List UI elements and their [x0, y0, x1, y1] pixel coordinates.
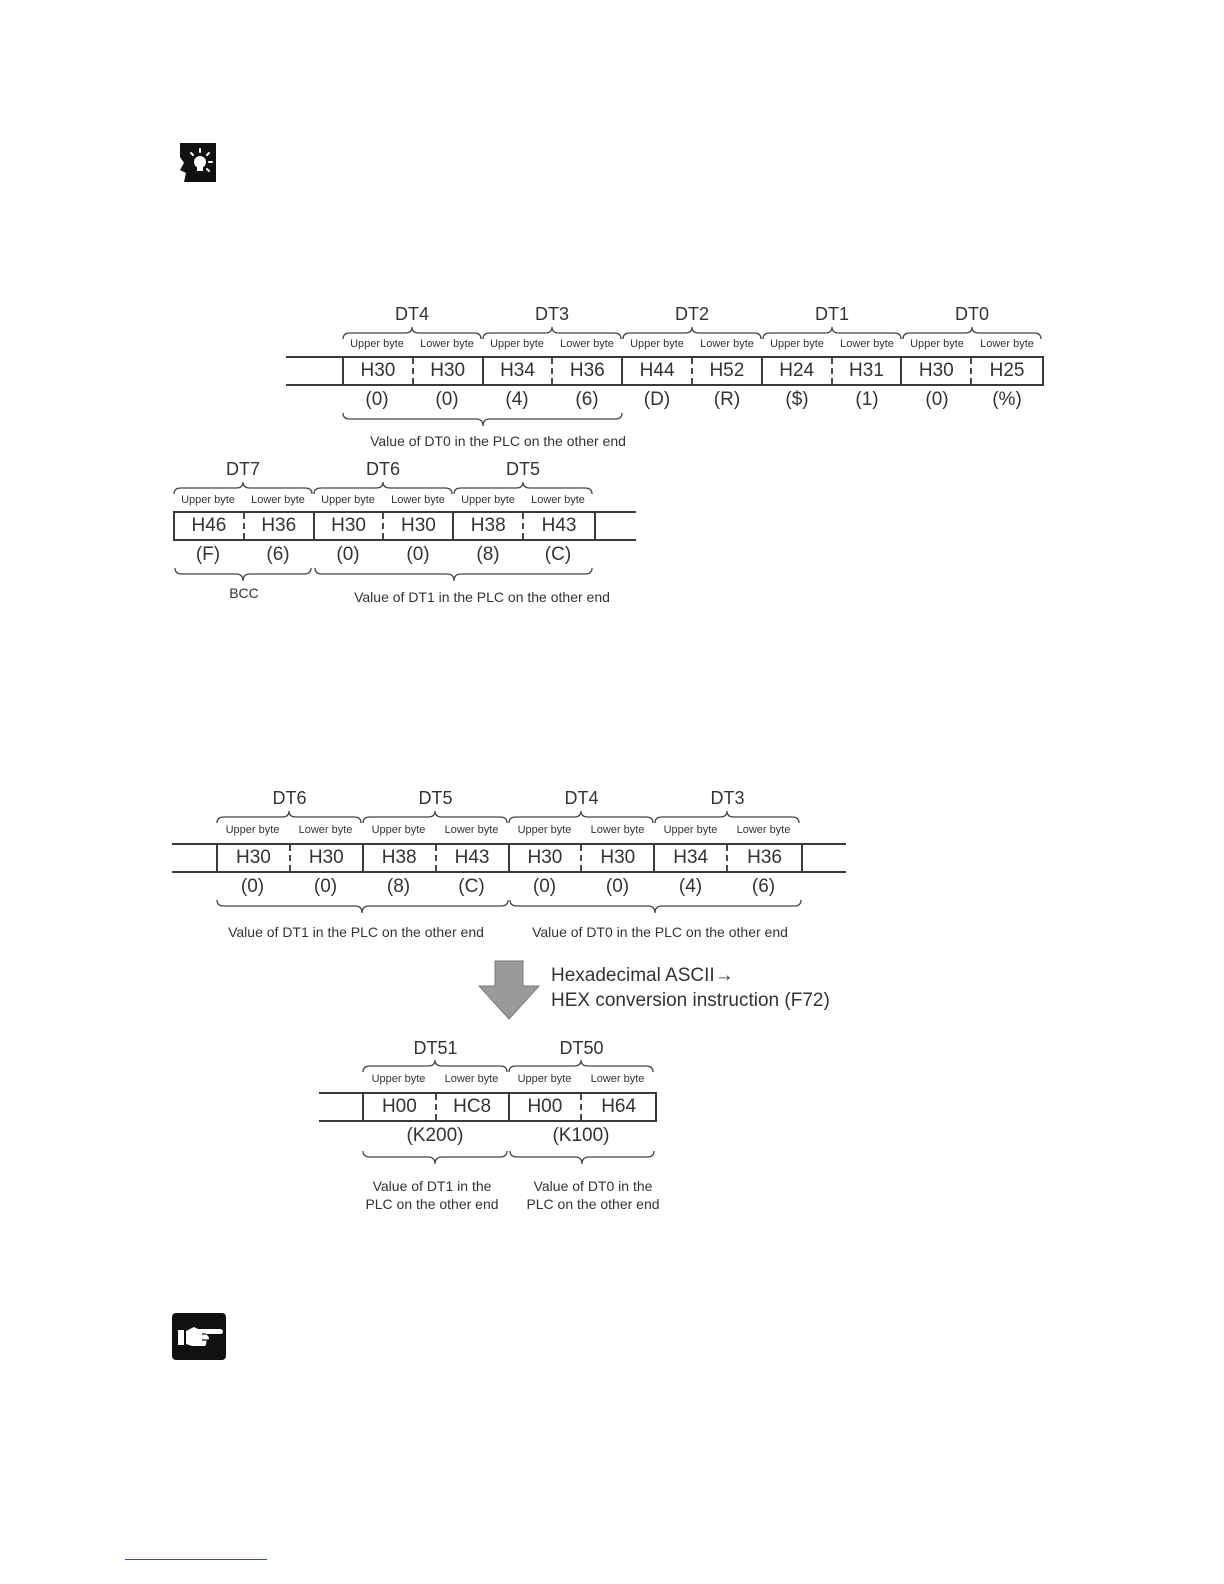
value-note-dt1: Value of DT1 in the PLC on the other end [228, 924, 484, 940]
lower-byte-label: Lower byte [590, 824, 645, 836]
ascii-char: (C) [458, 876, 485, 897]
byte-cell: H46 [175, 513, 245, 539]
lower-byte-label: Lower byte [298, 824, 353, 836]
dt-label: DT4 [394, 304, 429, 324]
conversion-line-2: HEX conversion instruction (F72) [551, 990, 830, 1011]
register-line [172, 871, 218, 873]
byte-cell: H30 [902, 358, 972, 384]
conversion-line-1: Hexadecimal ASCII→ [551, 965, 734, 986]
lower-byte-label: Lower byte [590, 1073, 645, 1085]
upper-byte-label: Upper byte [663, 824, 718, 836]
lower-byte-label: Lower byte [560, 338, 614, 350]
value-note-dt0-line-2: PLC on the other end [526, 1196, 660, 1212]
value-note: Value of DT0 in the PLC on the other end [370, 433, 626, 449]
dt-label: DT4 [564, 788, 599, 808]
down-arrow-icon [478, 960, 540, 1020]
ascii-char: (6) [751, 876, 776, 897]
upper-byte-label: Upper byte [630, 338, 684, 350]
ascii-char: (0) [365, 389, 389, 410]
byte-cell: H30 [384, 513, 454, 539]
lower-byte-label: Lower byte [736, 824, 791, 836]
upper-byte-label: Upper byte [517, 824, 572, 836]
byte-cell: H30 [414, 358, 484, 384]
register-line [172, 843, 218, 845]
register-line [286, 384, 344, 386]
lower-byte-label: Lower byte [444, 824, 499, 836]
register-row [173, 511, 596, 541]
value-brace [342, 412, 624, 428]
register-line [594, 539, 636, 541]
dt-label: DT1 [814, 304, 849, 324]
value-brace [362, 1150, 657, 1166]
decimal-value: (K200) [406, 1125, 464, 1146]
lower-byte-label: Lower byte [251, 494, 305, 506]
value-note-dt1-line-1: Value of DT1 in the [372, 1178, 492, 1194]
lower-byte-label: Lower byte [840, 338, 894, 350]
byte-cell: H00 [364, 1094, 437, 1120]
byte-cell: H38 [364, 845, 437, 871]
footnote-rule [125, 1559, 267, 1560]
upper-byte-label: Upper byte [910, 338, 964, 350]
value-note-dt0: Value of DT0 in the PLC on the other end [532, 924, 788, 940]
upper-byte-label: Upper byte [225, 824, 280, 836]
upper-byte-label: Upper byte [350, 338, 404, 350]
byte-cell: H30 [510, 845, 583, 871]
ascii-char: (R) [713, 389, 741, 410]
dt-label: DT5 [418, 788, 453, 808]
register-row [342, 356, 1044, 386]
dt-label: DT50 [559, 1038, 604, 1058]
value-brace [216, 899, 803, 915]
byte-cell: H43 [541, 515, 577, 536]
word-brace [216, 810, 803, 824]
dt-label: DT6 [272, 788, 307, 808]
byte-cell: H36 [747, 847, 782, 868]
byte-cell: H24 [763, 358, 833, 384]
register-row [216, 843, 803, 873]
byte-cell: H36 [553, 358, 623, 384]
ascii-char: (0) [605, 876, 630, 897]
decimal-value: (K100) [552, 1125, 610, 1146]
byte-cell: H44 [623, 358, 693, 384]
ascii-char: (4) [678, 876, 703, 897]
ascii-char: (6) [575, 389, 599, 410]
byte-cell: H25 [989, 360, 1025, 381]
ascii-char: (8) [386, 876, 411, 897]
byte-cell: H00 [510, 1094, 583, 1120]
ascii-char: (1) [855, 389, 879, 410]
dt-label: DT3 [534, 304, 569, 324]
upper-byte-label: Upper byte [371, 1073, 426, 1085]
ascii-char: (0) [406, 544, 430, 565]
byte-cell: H36 [245, 513, 315, 539]
register-line [594, 511, 636, 513]
ascii-char: (%) [992, 389, 1022, 410]
byte-cell: H31 [833, 358, 903, 384]
register-line [801, 843, 846, 845]
ascii-char: (6) [266, 544, 290, 565]
lower-byte-label: Lower byte [444, 1073, 499, 1085]
ascii-char: (0) [336, 544, 360, 565]
upper-byte-label: Upper byte [490, 338, 544, 350]
ascii-char: (0) [240, 876, 265, 897]
value-note: Value of DT1 in the PLC on the other end [354, 589, 610, 605]
ascii-char: (F) [195, 544, 221, 565]
ascii-char: (C) [544, 544, 572, 565]
lower-byte-label: Lower byte [391, 494, 445, 506]
lower-byte-label: Lower byte [531, 494, 585, 506]
value-note-dt0-line-1: Value of DT0 in the [533, 1178, 653, 1194]
upper-byte-label: Upper byte [517, 1073, 572, 1085]
pointing-hand-reference-icon [172, 1313, 226, 1360]
word-brace [173, 481, 596, 495]
lower-byte-label: Lower byte [980, 338, 1034, 350]
register-row [362, 1092, 657, 1122]
register-line [319, 1092, 364, 1094]
upper-byte-label: Upper byte [321, 494, 375, 506]
dt-label: DT51 [413, 1038, 458, 1058]
byte-cell: H30 [291, 845, 364, 871]
ascii-char: (8) [476, 544, 500, 565]
upper-byte-label: Upper byte [461, 494, 515, 506]
ascii-char: (0) [435, 389, 459, 410]
register-line [286, 356, 344, 358]
dt-label: DT5 [505, 459, 540, 479]
upper-byte-label: Upper byte [371, 824, 426, 836]
ascii-char: (D) [643, 389, 671, 410]
ascii-char: (0) [925, 389, 949, 410]
register-line [801, 871, 846, 873]
ascii-char: (0) [532, 876, 557, 897]
upper-byte-label: Upper byte [181, 494, 235, 506]
value-note-dt1-line-2: PLC on the other end [365, 1196, 499, 1212]
byte-cell: H34 [655, 845, 728, 871]
lower-byte-label: Lower byte [420, 338, 474, 350]
dt-label: DT3 [710, 788, 745, 808]
byte-cell: H30 [315, 513, 385, 539]
ascii-char: (4) [505, 389, 529, 410]
upper-byte-label: Upper byte [770, 338, 824, 350]
byte-cell: H52 [693, 358, 763, 384]
byte-cell: H30 [218, 845, 291, 871]
byte-cell: HC8 [437, 1094, 510, 1120]
ascii-char: (0) [313, 876, 338, 897]
word-brace [362, 1059, 657, 1073]
byte-cell: H34 [484, 358, 554, 384]
value-brace [313, 567, 595, 583]
lower-byte-label: Lower byte [700, 338, 754, 350]
byte-cell: H30 [582, 845, 655, 871]
ascii-char: ($) [785, 389, 809, 410]
dt-label: DT2 [674, 304, 709, 324]
dt-label: DT7 [225, 459, 260, 479]
dt-label: DT6 [365, 459, 400, 479]
byte-cell: H43 [437, 845, 510, 871]
dt-label: DT0 [954, 304, 989, 324]
lightbulb-tip-icon [180, 143, 216, 182]
byte-cell: H64 [601, 1096, 637, 1117]
bcc-brace [173, 567, 315, 583]
byte-cell: H38 [454, 513, 524, 539]
bcc-note: BCC [229, 585, 259, 601]
register-line [319, 1120, 364, 1122]
byte-cell: H30 [344, 358, 414, 384]
